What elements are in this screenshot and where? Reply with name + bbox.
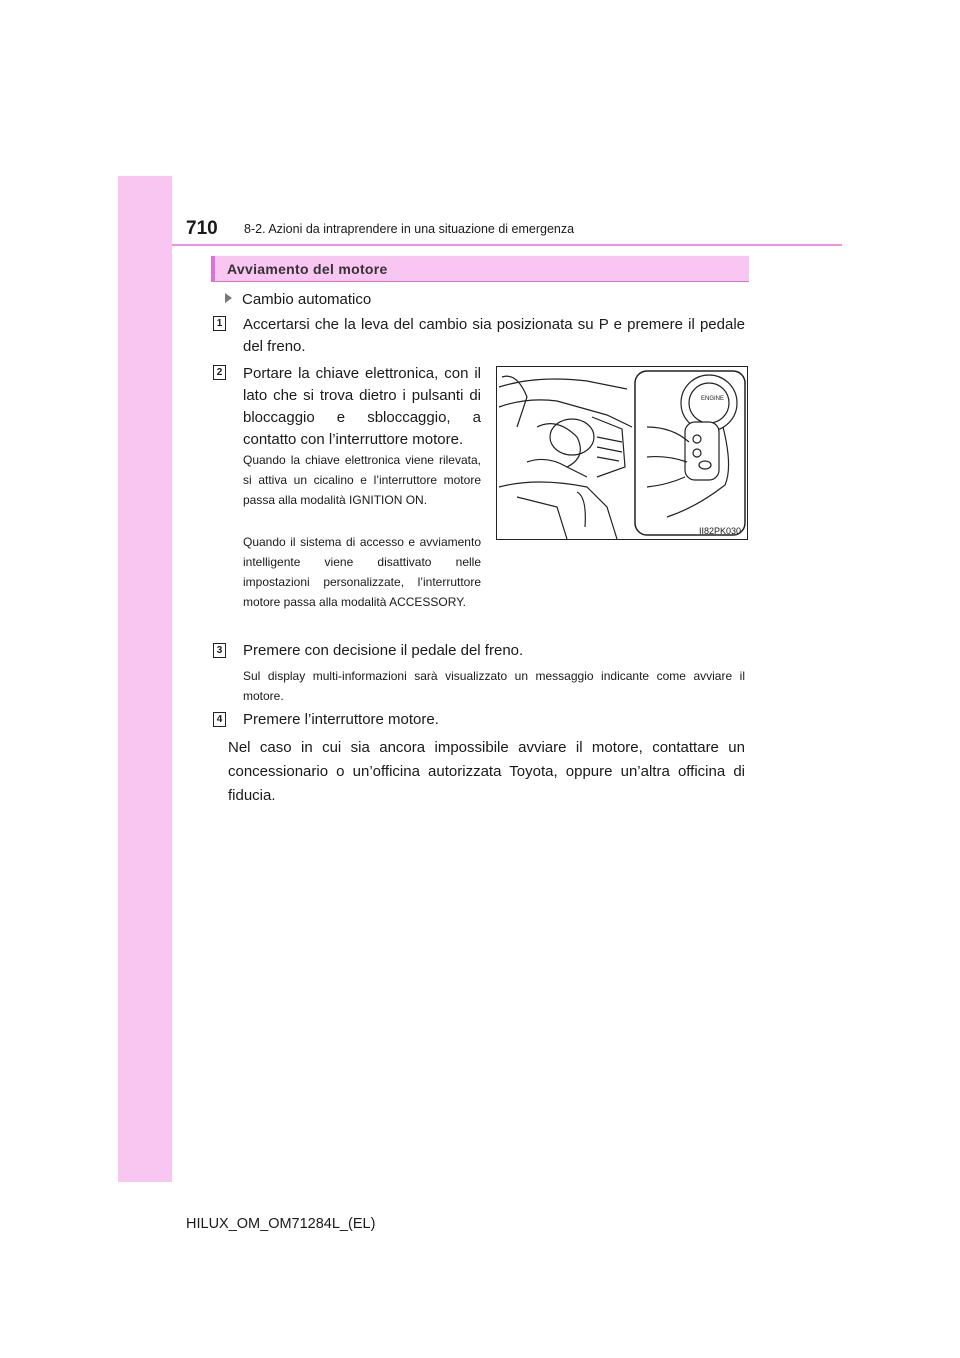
box-heading-text: Avviamento del motore — [227, 261, 388, 277]
step-text: Premere l’interruttore motore. — [243, 711, 439, 728]
header-divider — [172, 244, 842, 246]
step-number: 4 — [213, 712, 226, 727]
step-number: 2 — [213, 365, 226, 380]
document-code: HILUX_OM_OM71284L_(EL) — [186, 1216, 376, 1232]
closing-paragraph: Nel caso in cui sia ancora impossibile avviare il motore, contattare un concessionario o un’officina autorizzata Toyota, oppure un’altra officina di fiducia. — [228, 739, 745, 804]
engine-label: ENGINE — [701, 396, 725, 402]
key-illustration — [496, 366, 748, 540]
step-text: Premere con decisione il pedale del freno. — [243, 642, 524, 659]
step-note: Quando il sistema di accesso e avviamento intelligente viene disattivato nelle impostazioni personalizzate, l’interruttore motore passa alla modalità ACCESSORY. — [243, 535, 481, 609]
page-number: 710 — [186, 218, 218, 239]
figure-code: II82PK030 — [698, 526, 741, 536]
hand-key-engine-switch-icon — [497, 367, 748, 540]
bullet-item — [225, 291, 371, 308]
bullet-text: Cambio automatico — [242, 291, 372, 308]
step-number: 3 — [213, 643, 226, 658]
section-title: 8-2. Azioni da intraprendere in una situazione di emergenza — [244, 222, 575, 236]
side-tab — [118, 176, 172, 1182]
step-number: 1 — [213, 316, 226, 331]
triangle-bullet-icon — [225, 293, 232, 303]
step-text: Accertarsi che la leva del cambio sia posizionata su P e premere il pedale del freno. — [243, 316, 745, 355]
step-note: Quando la chiave elettronica viene rilevata, si attiva un cicalino e l’interruttore motore passa alla modalità IGNITION ON. — [243, 453, 481, 507]
box-heading — [211, 256, 749, 282]
step-note: Sul display multi-informazioni sarà visualizzato un messaggio indicante come avviare il motore. — [243, 669, 745, 703]
step-text: Portare la chiave elettronica, con il lato che si trova dietro i pulsanti di bloccaggio e sbloccaggio, a contatto con l’interruttore motore. — [243, 365, 481, 448]
